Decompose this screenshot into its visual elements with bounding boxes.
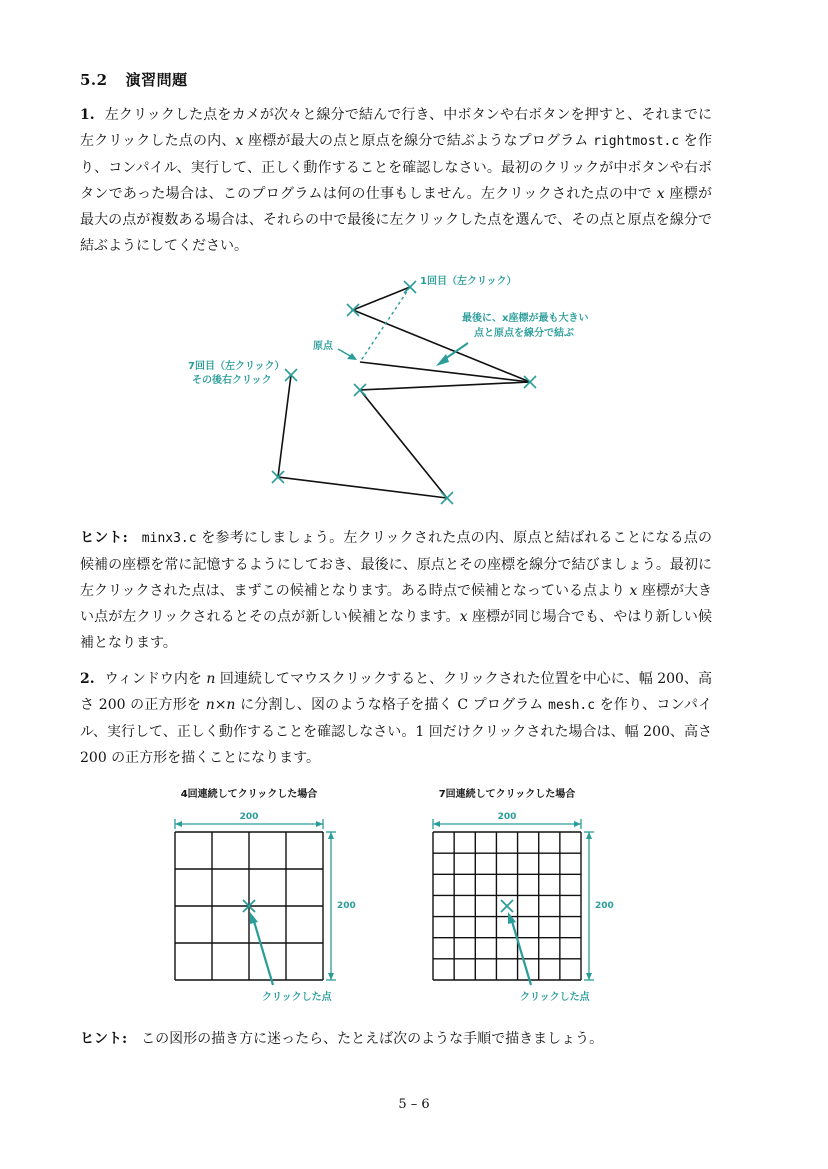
section-number: 5.2 (80, 71, 108, 89)
var-x: x (629, 583, 638, 599)
width-label: 200 (497, 812, 517, 822)
hint-label: ヒント: (80, 530, 128, 546)
label-rightmost-line2: 点と原点を線分で結ぶ (474, 328, 574, 339)
hint-1-text-b: 座標が大きい点が左クリックされるとその点が新しい候補となります。 (80, 583, 712, 625)
label-origin: 原点 (313, 341, 333, 352)
hint-2-body: この図形の描き方に迷ったら、たとえば次のような手順で描きましょう。 (141, 1031, 604, 1047)
mesh-grid (175, 819, 336, 985)
mesh-panel-4 (175, 787, 356, 1003)
caption-7-clicks: 7回連続してクリックした場合 (438, 789, 576, 800)
click-point-label: クリックした点 (520, 992, 590, 1003)
hint-1-text-a: を参考にしましょう。左クリックされた点の内、原点と結ばれることになる点の候補の座標を常に記憶するようにしておき、最後に、原点とその座標を線分で結びましょう。最初に左クリックされた点は、まずこの候補となります。ある時点で候補となっている点より (80, 530, 712, 599)
height-label: 200 (337, 901, 356, 911)
problem-2-text-a: ウィンドウ内を (104, 671, 207, 687)
var-x: x (656, 186, 665, 202)
width-label: 200 (239, 812, 259, 822)
dimension-arrows (175, 819, 336, 980)
program-name: rightmost.c (593, 134, 680, 149)
label-rightmost-line1: 最後に、x座標が最も大きい (462, 313, 589, 324)
click-point-label: クリックした点 (262, 992, 332, 1003)
figure-turtle-path (0, 265, 828, 515)
label-seventh-line2: その後右クリック (192, 375, 272, 386)
height-label: 200 (595, 901, 614, 911)
problem-2-text-c: に分割し、図のような格子を描く C プログラム (235, 697, 549, 713)
var-x: x (459, 609, 468, 625)
caption-4-clicks: 4回連続してクリックした場合 (180, 789, 318, 800)
problem-1-number: 1. (80, 107, 95, 123)
problem-1-text-a: 左クリックした点をカメが次々と線分で結んで行き、中ボタンや右ボタンを押すと、それまでに左クリックした点の内、 (80, 107, 712, 149)
label-first-click: 1回目（左クリック） (420, 276, 517, 287)
problem-2-number: 2. (80, 671, 95, 687)
hint-1-text-c: 座標が同じ場合でも、やはり新しい候補となります。 (80, 609, 712, 651)
figure-mesh-grids (0, 780, 828, 1010)
label-seventh-line1: 7回目（左クリック） (188, 361, 285, 372)
problem-1-text-c: を作り、コンパイル、実行して、正しく動作することを確認しなさい。最初のクリックが中ボタンや右ボタンであった場合は、このプログラムは何の仕事もしません。左クリックされた点の中で (80, 133, 712, 202)
problem-2-text (80, 666, 712, 771)
dashed-segment (360, 287, 410, 362)
problem-2-text-d: を作り、コンパイル、実行して、正しく動作することを確認しなさい。1 回だけクリックされた場合は、幅 200、高さ 200 の正方形を描くことになります。 (80, 697, 712, 766)
annotation-arrows (338, 343, 468, 366)
dimension-arrows (433, 819, 594, 980)
section-heading (80, 69, 188, 90)
click-point-arrow (250, 912, 273, 985)
var-nxn: n×n (205, 697, 236, 713)
program-name: mesh.c (548, 698, 596, 713)
mesh-panel-7 (433, 787, 614, 1003)
var-x: x (235, 133, 244, 149)
problem-1-text-b: 座標が最大の点と原点を線分で結ぶようなプログラム (243, 133, 594, 149)
reference-program: minx3.c (141, 531, 197, 546)
cross-marker (404, 281, 416, 293)
click-point-cross (501, 900, 513, 912)
problem-1-text (80, 102, 712, 259)
section-title: 演習問題 (125, 71, 188, 89)
cross-marker (347, 304, 359, 316)
page-number: 5 – 6 (398, 1097, 430, 1112)
problem-1-text-d: 座標が最大の点が複数ある場合は、それらの中で最後に左クリックした点を選んで、その点と原点を線分で結ぶようにしてください。 (80, 186, 713, 254)
hint-1-text (80, 525, 712, 656)
hint-label: ヒント: (80, 1031, 128, 1047)
problem-2-text-b: 回連続してマウスクリックすると、クリックされた位置を中心に、幅 200、高さ 200 の正方形を (80, 671, 712, 713)
var-n: n (206, 671, 216, 687)
hint-2-text (80, 1026, 712, 1052)
mesh-grid (433, 819, 594, 985)
click-point-arrow (508, 912, 531, 985)
